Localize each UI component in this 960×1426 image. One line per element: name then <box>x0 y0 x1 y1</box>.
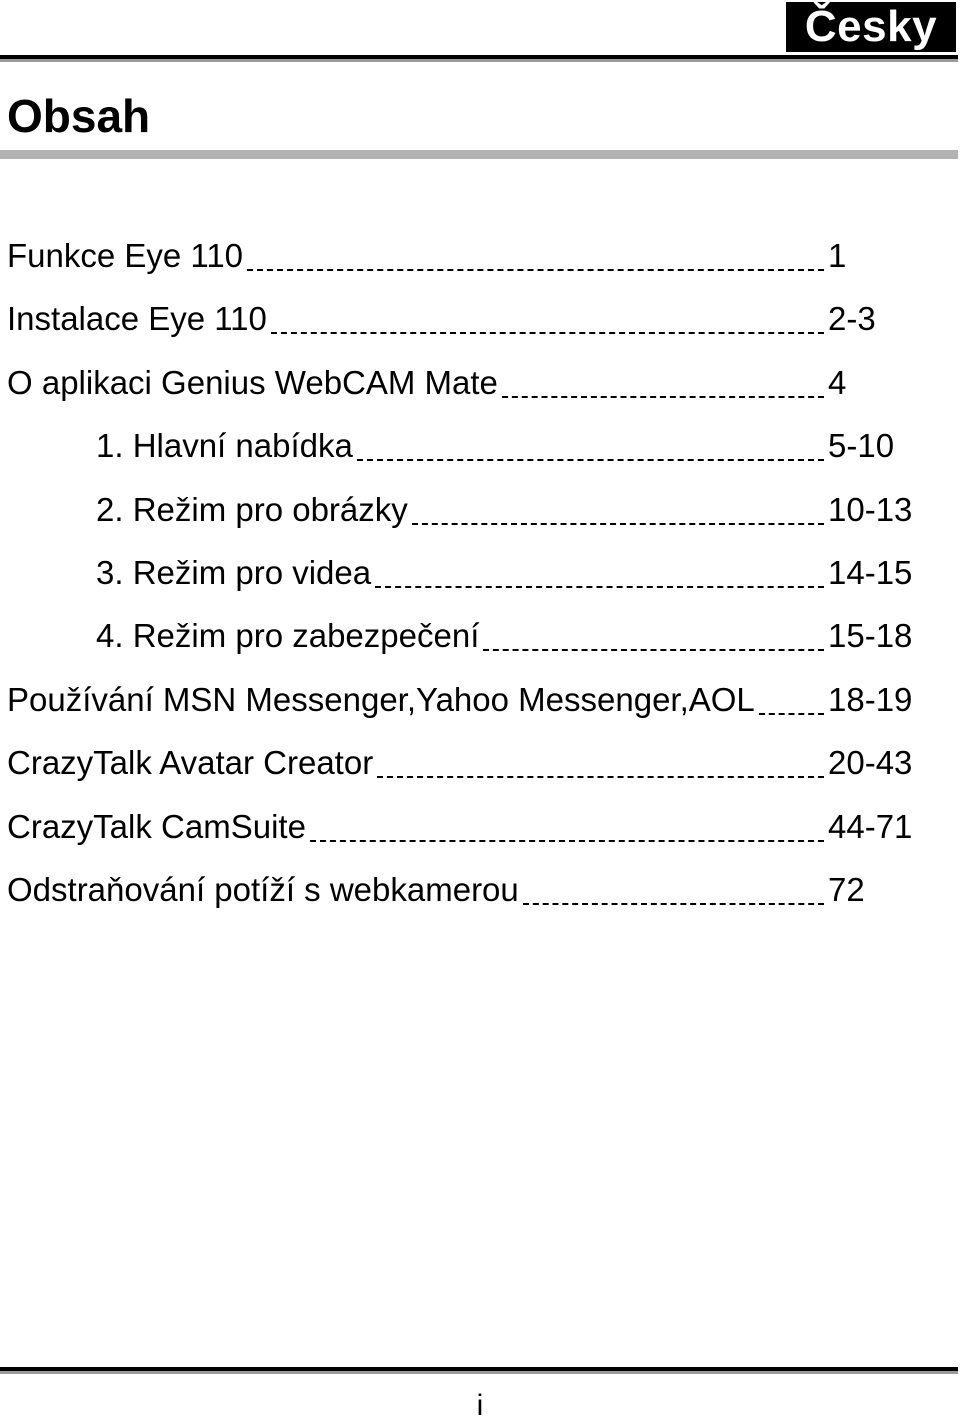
title-rule <box>0 150 958 159</box>
toc-dot-leader <box>412 523 824 525</box>
toc-entry-page: 20-43 <box>828 744 913 782</box>
footer-rule-shadow <box>0 1371 958 1374</box>
table-of-contents <box>0 233 960 930</box>
toc-entry-page: 1 <box>828 237 847 274</box>
toc-entry[interactable] <box>0 360 960 423</box>
toc-entry-label: Funkce Eye 110 <box>7 237 244 274</box>
toc-dot-leader <box>502 396 824 398</box>
toc-entry-label: 1. Hlavní nabídka <box>96 427 353 465</box>
toc-dot-leader <box>375 586 824 588</box>
toc-dot-leader <box>247 269 824 271</box>
toc-entry[interactable] <box>0 740 960 803</box>
toc-entry-page: 4 <box>828 363 847 401</box>
toc-dot-leader <box>271 332 824 334</box>
toc-entry-label: 4. Režim pro zabezpečení <box>96 617 480 655</box>
toc-entry[interactable] <box>0 867 960 930</box>
toc-entry[interactable] <box>0 233 960 296</box>
toc-entry[interactable] <box>0 677 960 740</box>
toc-dot-leader <box>377 776 824 778</box>
toc-entry-page: 18-19 <box>828 680 913 718</box>
toc-entry-page: 72 <box>828 870 865 908</box>
toc-entry-page: 14-15 <box>828 553 913 591</box>
toc-entry[interactable] <box>0 613 960 676</box>
toc-dot-leader <box>310 840 824 842</box>
toc-entry-label: Odstraňování potíží s webkamerou <box>7 870 519 908</box>
toc-entry-label: Používání MSN Messenger,Yahoo Messenger,AOL <box>7 680 755 718</box>
toc-entry-page: 44-71 <box>828 807 913 845</box>
toc-entry[interactable] <box>0 550 960 613</box>
toc-entry-label: Instalace Eye 110 <box>7 300 267 338</box>
toc-entry-page: 2-3 <box>828 300 876 338</box>
toc-entry-label: 3. Režim pro videa <box>96 553 372 591</box>
toc-entry-page: 10-13 <box>828 490 913 528</box>
toc-entry-label: 2. Režim pro obrázky <box>96 490 408 528</box>
toc-entry-label: CrazyTalk CamSuite <box>7 807 306 845</box>
toc-dot-leader <box>483 649 824 651</box>
toc-entry-label: O aplikaci Genius WebCAM Mate <box>7 363 498 401</box>
toc-entry-page: 15-18 <box>828 617 913 655</box>
toc-entry-page: 5-10 <box>828 427 895 465</box>
toc-entry[interactable] <box>0 487 960 550</box>
toc-dot-leader <box>357 459 824 461</box>
toc-entry[interactable] <box>0 296 960 359</box>
language-badge: Česky <box>786 2 956 52</box>
toc-entry[interactable] <box>0 804 960 867</box>
page-number: i <box>476 1389 484 1422</box>
toc-dot-leader <box>523 903 824 905</box>
header-rule-shadow <box>0 59 958 62</box>
toc-dot-leader <box>759 713 824 715</box>
page-title: Obsah <box>7 90 151 142</box>
toc-entry-label: CrazyTalk Avatar Creator <box>7 744 374 782</box>
toc-entry[interactable] <box>0 423 960 486</box>
